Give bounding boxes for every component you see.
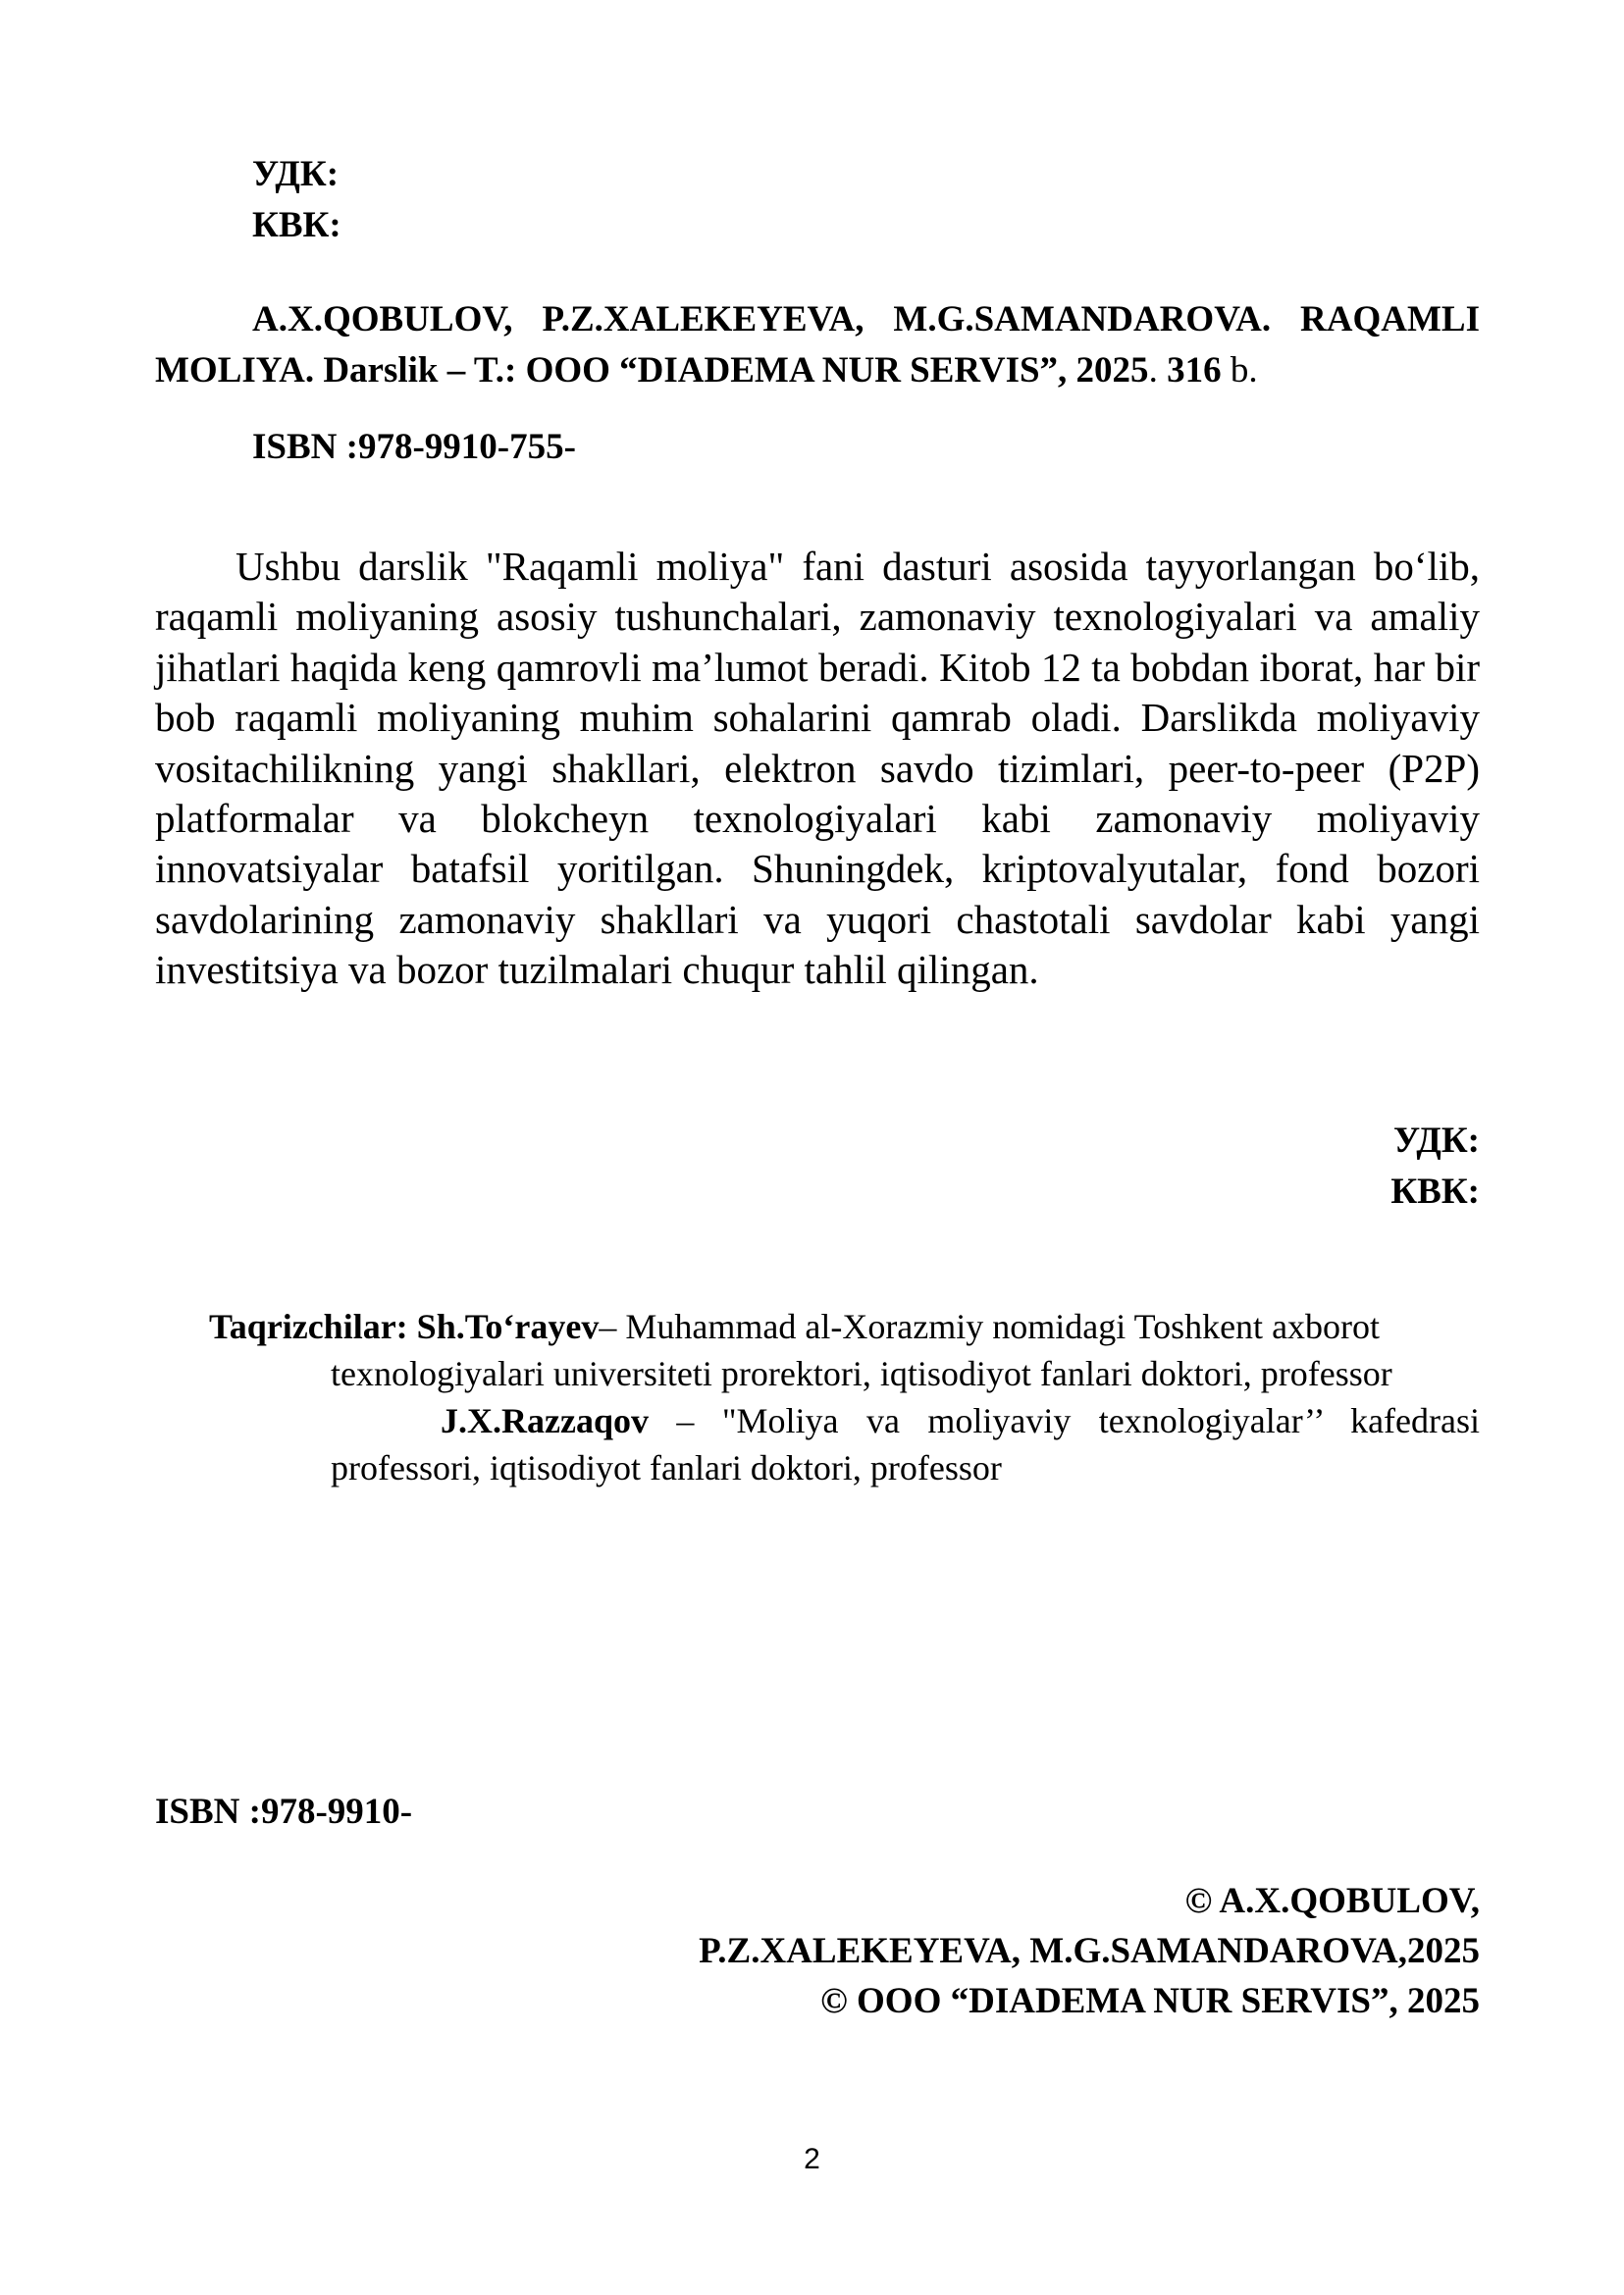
reviewer-1-name: Sh.To‘rayev (416, 1307, 600, 1346)
isbn-bottom: ISBN :978-9910- (155, 1792, 413, 1832)
reviewer-1-description-line-2: texnologiyalari universiteti prorektori, iqtisodiyot fanlari doktori, professor (331, 1354, 1392, 1393)
copyright-line-3: © OOO “DIADEMA NUR SERVIS”, 2025 (820, 1981, 1480, 2021)
classification-codes-right (1390, 1116, 1480, 1218)
reviewers-label: Taqrizchilar: (209, 1307, 408, 1346)
citation-page-count: 316 (1167, 350, 1222, 391)
reviewer-2-name: J.X.Razzaqov (441, 1401, 649, 1440)
reviewer-2 (331, 1397, 1480, 1491)
reviewer-2-description: – "Moliya va moliyaviy texnologiyalar’’ kafedrasi professori, iqtisodiyot fanlari doktori, professor (331, 1401, 1480, 1487)
classification-codes-top (252, 149, 341, 251)
udk-label-right: УДК: (1392, 1121, 1480, 1161)
citation-page-unit: b. (1221, 350, 1258, 391)
reviewer-1-description-line-1: – Muhammad al-Xorazmiy nomidagi Toshkent axborot (599, 1307, 1381, 1346)
bibliographic-citation (155, 294, 1480, 396)
reviewer-1-line-1 (209, 1303, 1380, 1350)
udk-label: УДК: (252, 154, 340, 194)
citation-separator: . (1148, 350, 1168, 391)
citation-authors-title: A.X.QOBULOV, P.Z.XALEKEYEVA, M.G.SAMANDAROVA. RAQAMLI MOLIYA. Darslik – T.: OOO “DIADEMA NUR SERVIS”, 2025 (155, 299, 1480, 391)
kbk-label: КВК: (252, 205, 341, 245)
kbk-label-right: КВК: (1390, 1172, 1480, 1212)
abstract-paragraph: Ushbu darslik "Raqamli moliya" fani dasturi asosida tayyorlangan bo‘lib, raqamli moliyaning asosiy tushunchalari, zamonaviy texnologiyalari va amaliy jihatlari haqida keng qamrovli ma’lumot beradi. Kitob 12 ta bobdan iborat, har bir bob raqamli moliyaning muhim sohalarini qamrab oladi. Darslikda moliyaviy vositachilikning yangi shakllari, elektron savdo tizimlari, peer-to-peer (P2P) platformalar va blokcheyn texnologiyalari kabi zamonaviy moliyaviy innovatsiyalar batafsil yoritilgan. Shuningdek, kriptovalyutalar, fond bozori savdolarining zamonaviy shakllari va yuqori chastotali savdolar kabi yangi investitsiya va bozor tuzilmalari chuqur tahlil qilingan. (155, 544, 1480, 993)
copyright-line-2: P.Z.XALEKEYEVA, M.G.SAMANDAROVA,2025 (699, 1931, 1480, 1971)
isbn-top: ISBN :978-9910-755- (252, 427, 576, 467)
copyright-block (699, 1876, 1480, 2026)
page-number: 2 (804, 2143, 820, 2175)
copyright-line-1: © A.X.QOBULOV, (1184, 1881, 1480, 1921)
